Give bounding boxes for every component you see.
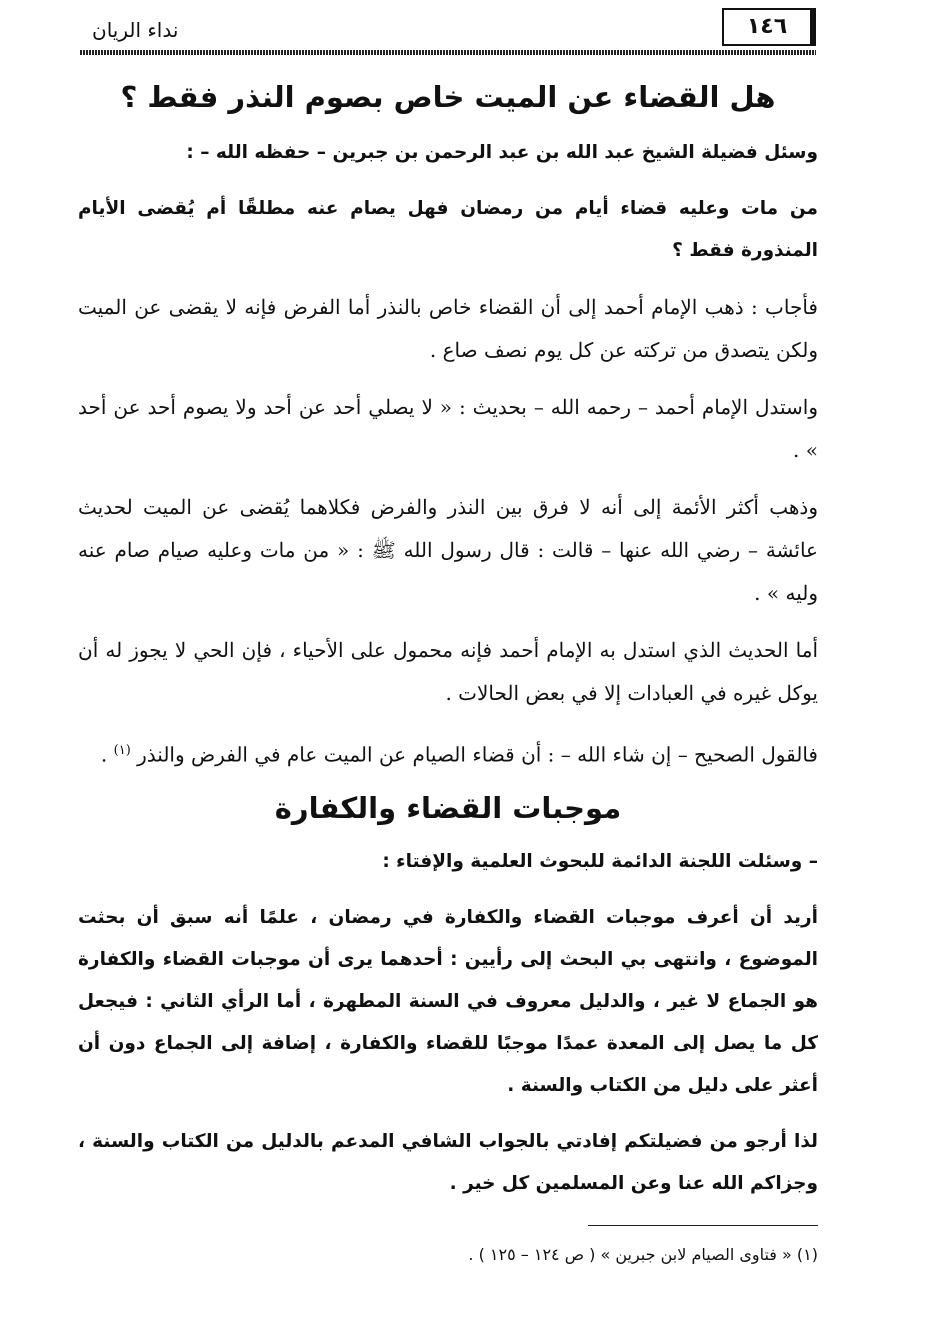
question-intro: وسئل فضيلة الشيخ عبد الله بن عبد الرحمن بن جبرين – حفظه الله – : — [186, 142, 818, 163]
page-number: ١٤٦ — [722, 8, 816, 46]
evidence-paragraph: واستدل الإمام أحمد – رحمه الله – بحديث : « لا يصلي أحد عن أحد ولا يصوم أحد عن أحد » . — [78, 395, 818, 462]
footnote-marker: (١) — [113, 743, 131, 758]
section-title-qada-nadhr: هل القضاء عن الميت خاص بصوم النذر فقط ؟ — [120, 80, 776, 114]
answer-paragraph: فأجاب : ذهب الإمام أحمد إلى أن القضاء خاص بالنذر أما الفرض فإنه لا يقضى عن الميت ولكن يتصدق من تركته عن كل يوم نصف صاع . — [78, 295, 818, 362]
running-title: نداء الريان — [92, 18, 179, 42]
conclusion-text: فالقول الصحيح – إن شاء الله – : أن قضاء الصيام عن الميت عام في الفرض والنذر — [137, 742, 818, 767]
question-text: من مات وعليه قضاء أيام من رمضان فهل يصام عنه مطلقًا أم يُقضى الأيام المنذورة فقط ؟ — [78, 198, 818, 261]
header-rule — [80, 50, 816, 55]
committee-question-request: لذا أرجو من فضيلتكم إفادتي بالجواب الشافي المدعم بالدليل من الكتاب والسنة ، وجزاكم الله عنا وعن المسلمين كل خير . — [78, 1130, 818, 1194]
hadith-interpretation-paragraph: أما الحديث الذي استدل به الإمام أحمد فإنه محمول على الأحياء ، فإن الحي لا يجوز له أن يوكل غيره في العبادات إلا في بعض الحالات . — [78, 638, 819, 705]
conclusion-paragraph — [78, 729, 818, 777]
majority-view-paragraph: وذهب أكثر الأئمة إلى أنه لا فرق بين النذر والفرض فكلاهما يُقضى عن الميت لحديث عائشة – رضي الله عنها – قالت : قال رسول الله ﷺ : « من مات وعليه صيام صام عنه وليه » . — [78, 495, 818, 605]
conclusion-end: . — [100, 742, 114, 767]
footnote: (١) « فتاوى الصيام لابن جبرين » ( ص ١٢٤ – ١٢٥ ) . — [468, 1244, 818, 1264]
page-header — [80, 8, 816, 56]
committee-question-intro: – وسئلت اللجنة الدائمة للبحوث العلمية والإفتاء : — [382, 850, 818, 872]
footnote-rule — [588, 1225, 818, 1226]
committee-question-text: أريد أن أعرف موجبات القضاء والكفارة في رمضان ، علمًا أنه سبق أن بحثت الموضوع ، وانتهى بي البحث إلى رأيين : أحدهما يرى أن موجبات القضاء والكفارة هو الجماع لا غير ، والدليل معروف في السنة المطهرة ، أما الرأي الثاني : فيجعل كل ما يصل إلى المعدة عمدًا موجبًا للقضاء والكفارة ، إضافة إلى الجماع دون أن أعثر على دليل من الكتاب والسنة . — [78, 906, 818, 1096]
page-body — [78, 70, 818, 1270]
section-title-mujibat: موجبات القضاء والكفارة — [274, 790, 622, 825]
